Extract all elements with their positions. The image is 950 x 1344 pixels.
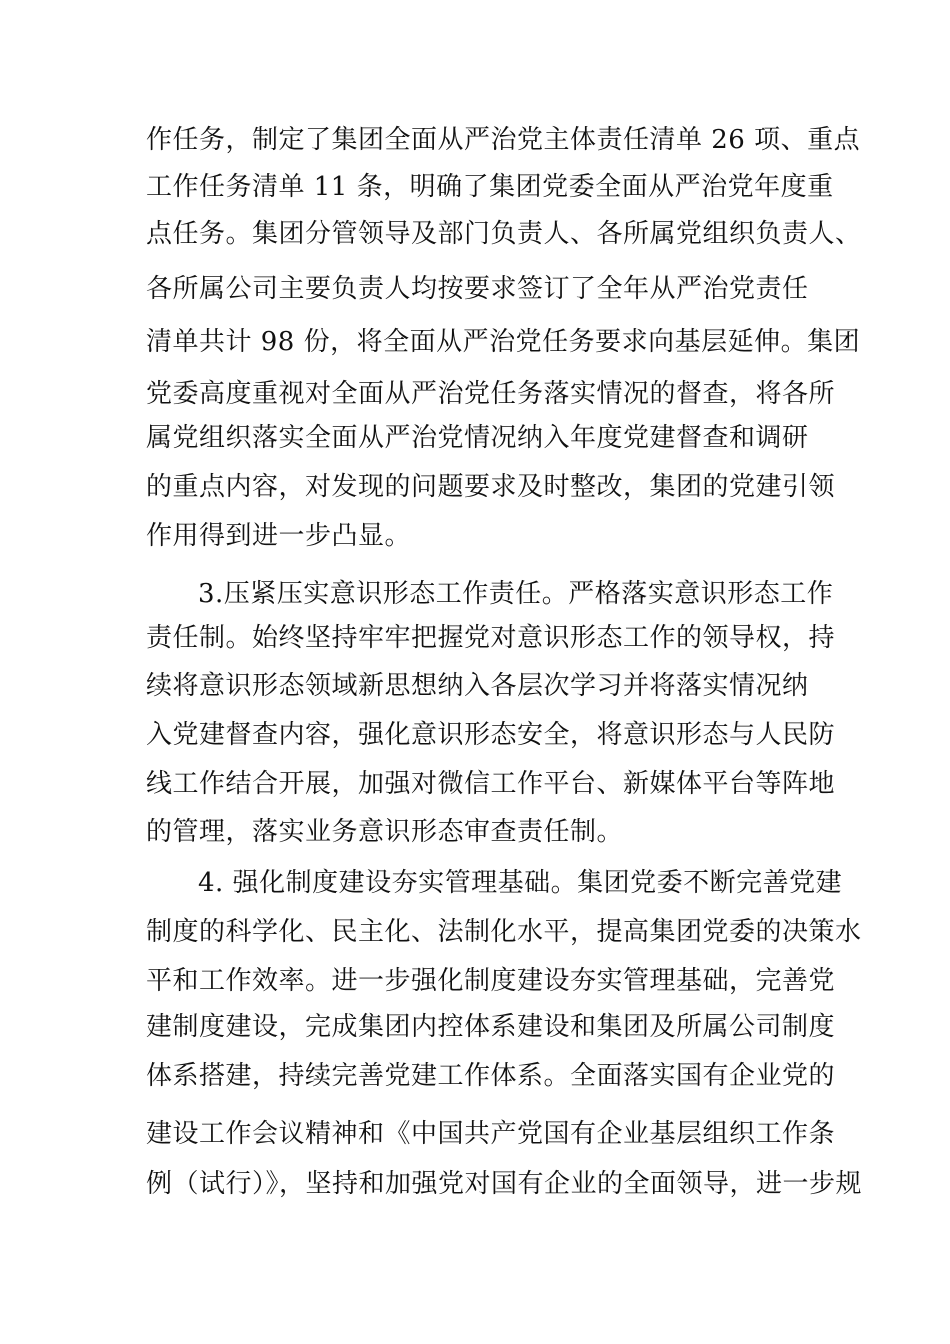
text-line: 建制度建设，完成集团内控体系建设和集团及所属公司制度: [146, 1012, 836, 1042]
text-line: 工作任务清单 11 条，明确了集团党委全面从严治党年度重: [146, 172, 834, 202]
text-line: 党委高度重视对全面从严治党任务落实情况的督查，将各所: [146, 379, 836, 409]
text-line: 点任务。集团分管领导及部门负责人、各所属党组织负责人、: [146, 219, 862, 249]
text-line: 建设工作会议精神和《中国共产党国有企业基层组织工作条: [146, 1119, 836, 1149]
text-line: 的重点内容，对发现的问题要求及时整改，集团的党建引领: [146, 472, 836, 502]
text-line: 续将意识形态领域新思想纳入各层次学习并将落实情况纳: [146, 671, 809, 701]
text-line: 4. 强化制度建设夯实管理基础。集团党委不断完善党建: [198, 868, 843, 898]
text-line: 的管理，落实业务意识形态审查责任制。: [146, 817, 624, 847]
text-line: 线工作结合开展，加强对微信工作平台、新媒体平台等阵地: [146, 769, 836, 799]
text-line: 作用得到进一步凸显。: [146, 521, 412, 551]
text-line: 清单共计 98 份，将全面从严治党任务要求向基层延伸。集团: [146, 327, 861, 357]
text-line: 制度的科学化、民主化、法制化水平，提高集团党委的决策水: [146, 917, 862, 947]
text-line: 各所属公司主要负责人均按要求签订了全年从严治党责任: [146, 274, 809, 304]
text-line: 责任制。始终坚持牢牢把握党对意识形态工作的领导权，持: [146, 623, 836, 653]
text-line: 例（试行）》，坚持和加强党对国有企业的全面领导，进一步规: [146, 1169, 863, 1199]
text-line: 3.压紧压实意识形态工作责任。严格落实意识形态工作: [198, 579, 834, 609]
text-line: 体系搭建，持续完善党建工作体系。全面落实国有企业党的: [146, 1061, 836, 1091]
text-line: 平和工作效率。进一步强化制度建设夯实管理基础，完善党: [146, 966, 836, 996]
text-line: 作任务，制定了集团全面从严治党主体责任清单 26 项、重点: [146, 125, 861, 155]
text-line: 入党建督查内容，强化意识形态安全，将意识形态与人民防: [146, 720, 836, 750]
text-line: 属党组织落实全面从严治党情况纳入年度党建督查和调研: [146, 423, 809, 453]
